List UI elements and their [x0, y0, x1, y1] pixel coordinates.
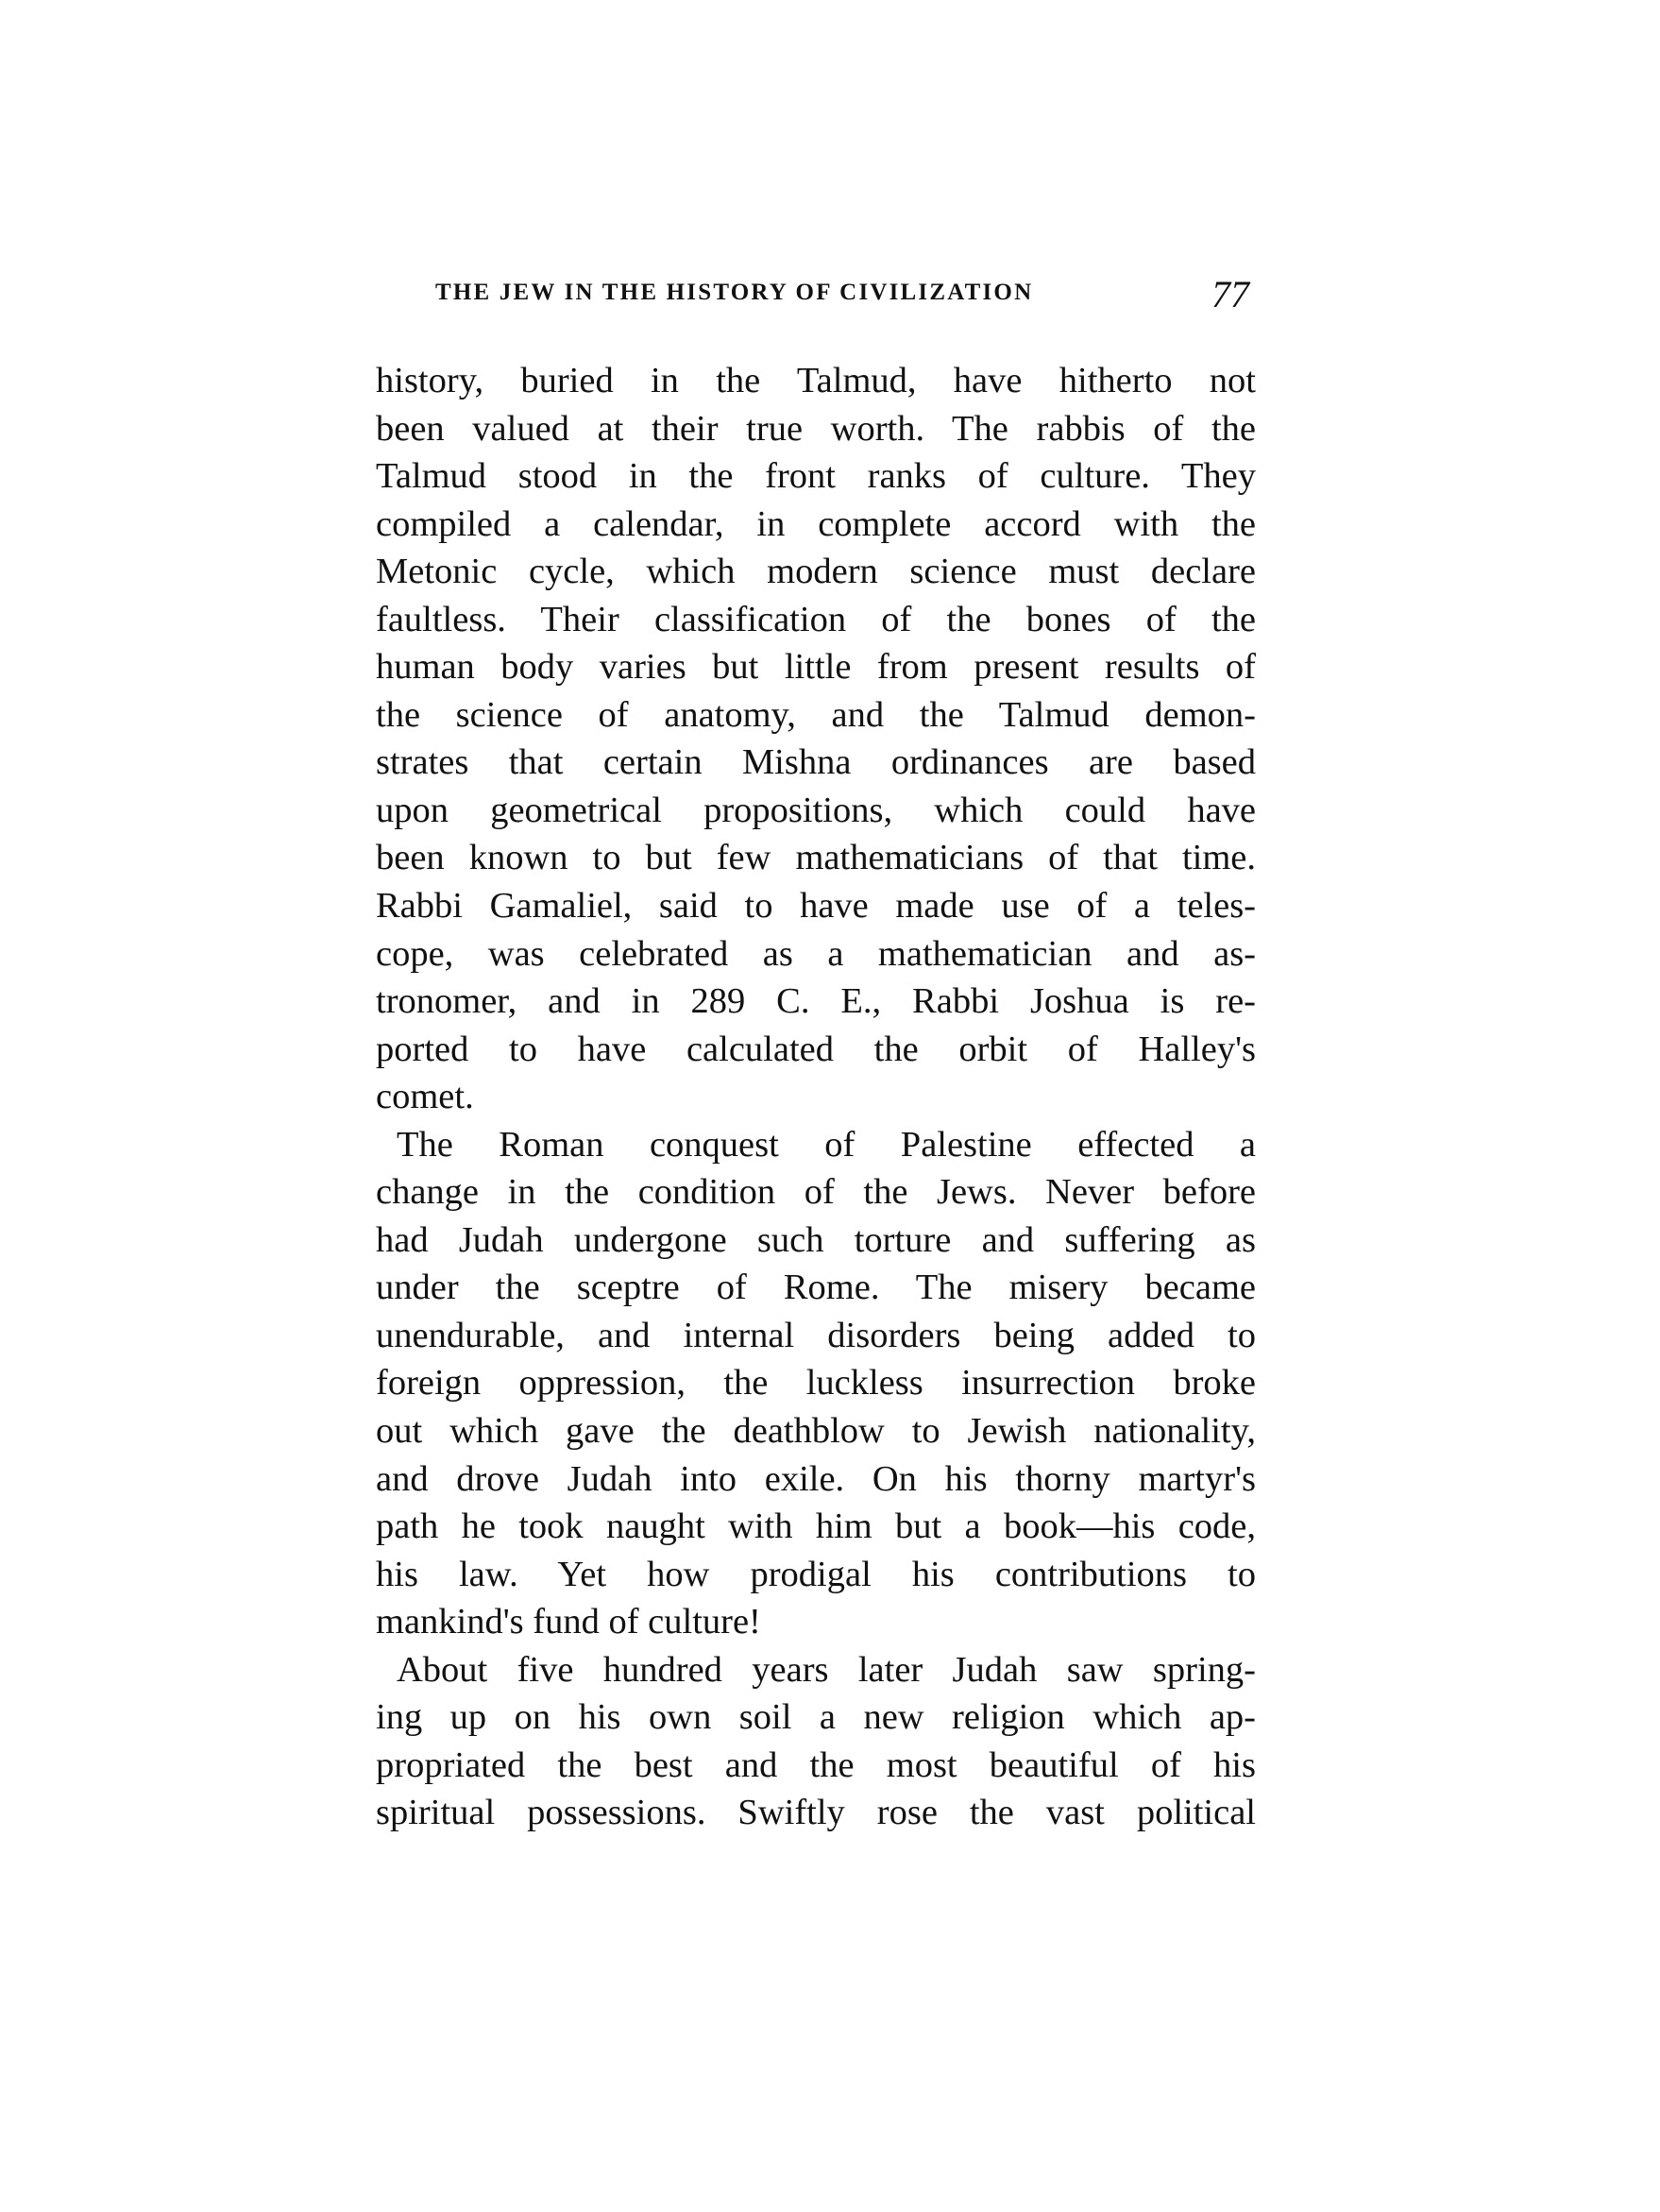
- page-number: 77: [1211, 273, 1249, 315]
- text-line: had Judah undergone such torture and suffering as: [376, 1219, 1256, 1260]
- text-line: been valued at their true worth. The rabbis of the: [376, 408, 1256, 449]
- text-line: the science of anatomy, and the Talmud demon-: [376, 694, 1256, 735]
- text-line: been known to but few mathematicians of that time.: [376, 838, 1256, 878]
- text-line: Rabbi Gamaliel, said to have made use of a teles-: [376, 886, 1256, 927]
- text-line: About five hundred years later Judah saw spring-: [397, 1649, 1256, 1690]
- running-title: THE JEW IN THE HISTORY OF CIVILIZATION: [435, 280, 1034, 305]
- text-line: Talmud stood in the front ranks of culture. They: [376, 456, 1256, 497]
- text-line: unendurable, and internal disorders being added to: [376, 1315, 1256, 1355]
- text-line: and drove Judah into exile. On his thorny martyr's: [376, 1458, 1256, 1499]
- text-line: his law. Yet how prodigal his contributions to: [376, 1554, 1256, 1594]
- text-line: upon geometrical propositions, which could have: [376, 790, 1256, 830]
- text-line: Metonic cycle, which modern science must declare: [376, 552, 1256, 592]
- text-line: faultless. Their classification of the bones of the: [376, 599, 1256, 639]
- text-line: human body varies but little from present results of: [376, 647, 1256, 688]
- text-line: under the sceptre of Rome. The misery became: [376, 1268, 1256, 1308]
- text-line: propriated the best and the most beautiful of his: [376, 1744, 1256, 1785]
- text-line: The Roman conquest of Palestine effected a: [397, 1124, 1256, 1165]
- running-header: [435, 273, 1257, 315]
- text-line: cope, was celebrated as a mathematician and as-: [376, 933, 1256, 974]
- body-text: [376, 357, 1256, 1837]
- text-line: path he took naught with him but a book—his code,: [376, 1506, 1256, 1547]
- text-line: ing up on his own soil a new religion which ap-: [376, 1697, 1256, 1738]
- text-line: strates that certain Mishna ordinances are based: [376, 742, 1256, 783]
- paragraph: [376, 357, 1256, 1121]
- text-line: mankind's fund of culture!: [376, 1602, 761, 1642]
- text-line: history, buried in the Talmud, have hitherto not: [376, 361, 1256, 400]
- text-line: ported to have calculated the orbit of Halley's: [376, 1029, 1256, 1069]
- text-line: foreign oppression, the luckless insurrection broke: [376, 1363, 1256, 1404]
- paragraph: [376, 1646, 1256, 1837]
- paragraph: [376, 1121, 1256, 1646]
- text-line: spiritual possessions. Swiftly rose the vast political: [376, 1793, 1256, 1833]
- text-line: comet.: [376, 1077, 474, 1117]
- text-line: tronomer, and in 289 C. E., Rabbi Joshua is re-: [376, 981, 1256, 1022]
- text-line: change in the condition of the Jews. Never before: [376, 1172, 1256, 1213]
- text-line: compiled a calendar, in complete accord with the: [376, 503, 1256, 544]
- text-line: out which gave the deathblow to Jewish nationality,: [376, 1411, 1256, 1452]
